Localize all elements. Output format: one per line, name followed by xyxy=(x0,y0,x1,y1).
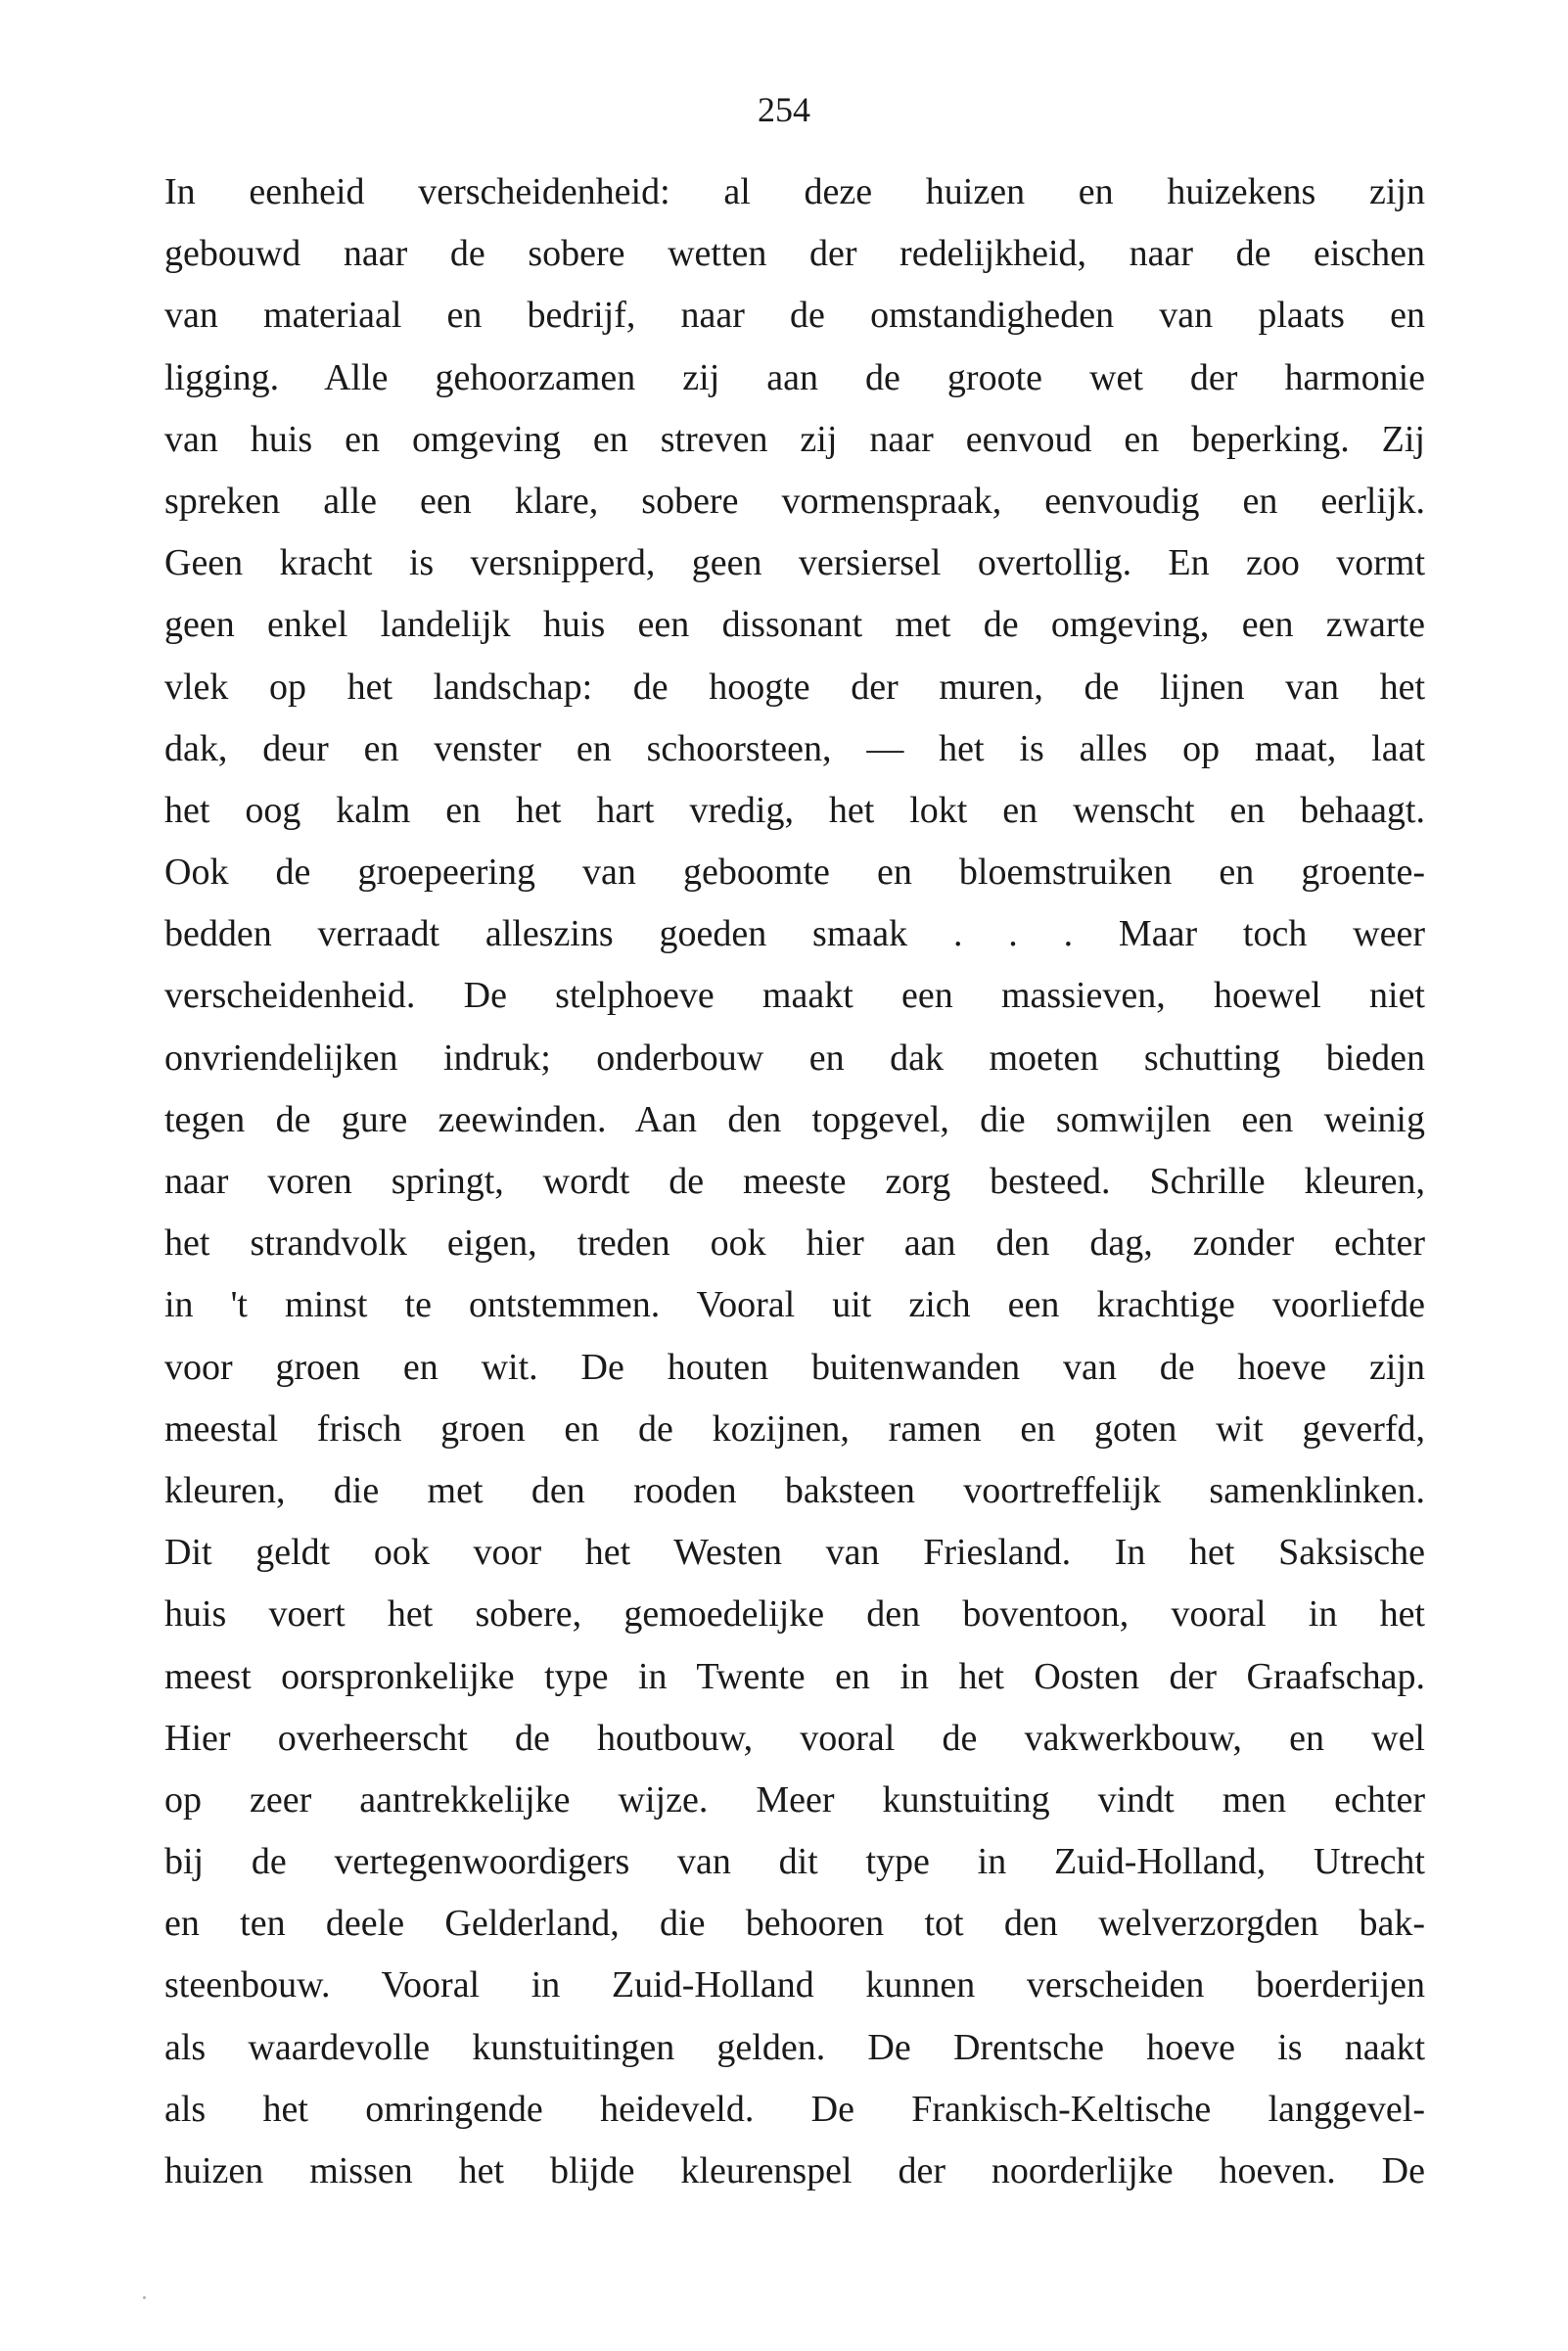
text-line: het strandvolk eigen, treden ook hier aan den dag, zonder echter xyxy=(164,1222,1425,1265)
text-line: bedden verraadt alleszins goeden smaak . . . Maar toch weer xyxy=(164,913,1425,955)
text-line: als het omringende heideveld. De Frankisch-Keltische langgevel- xyxy=(164,2088,1425,2130)
text-line: naar voren springt, wordt de meeste zorg besteed. Schrille kleuren, xyxy=(164,1161,1425,1202)
text-line: geen enkel landelijk huis een dissonant met de omgeving, een zwarte xyxy=(164,604,1425,646)
text-line: dak, deur en venster en schoorsteen, — het is alles op maat, laat xyxy=(164,727,1425,769)
text-line: huizen missen het blijde kleurenspel der noorderlijke hoeven. De xyxy=(164,2150,1425,2191)
text-line: Geen kracht is versnipperd, geen versiersel overtollig. En zoo vormt xyxy=(164,542,1425,584)
text-line: als waardevolle kunstuitingen gelden. De Drentsche hoeve is naakt xyxy=(164,2026,1425,2068)
page-number: 254 xyxy=(758,90,810,129)
text-line: In eenheid verscheidenheid: al deze huizen en huizekens zijn xyxy=(164,171,1425,212)
text-line: Hier overheerscht de houtbouw, vooral de vakwerkbouw, en wel xyxy=(164,1717,1425,1759)
text-line: van huis en omgeving en streven zij naar eenvoud en beperking. Zij xyxy=(164,418,1425,460)
text-line: spreken alle een klare, sobere vormenspraak, eenvoudig en eerlijk. xyxy=(164,480,1425,522)
text-line: bij de vertegenwoordigers van dit type in Zuid-Holland, Utrecht xyxy=(164,1841,1425,1883)
text-line: Ook de groepeering van geboomte en bloemstruiken en groente- xyxy=(164,852,1425,894)
body-paragraph xyxy=(164,161,1425,2202)
text-line: vlek op het landschap: de hoogte der muren, de lijnen van het xyxy=(164,666,1425,708)
text-line: het oog kalm en het hart vredig, het lokt en wenscht en behaagt. xyxy=(164,789,1425,831)
text-line: en ten deele Gelderland, die behooren tot den welverzorgden bak- xyxy=(164,1903,1425,1945)
text-line: steenbouw. Vooral in Zuid-Holland kunnen verscheiden boerderijen xyxy=(164,1964,1425,2006)
text-line: onvriendelijken indruk; onderbouw en dak moeten schutting bieden xyxy=(164,1037,1425,1079)
text-line: van materiaal en bedrijf, naar de omstandigheden van plaats en xyxy=(164,295,1425,337)
text-line: ligging. Alle gehoorzamen zij aan de groote wet der harmonie xyxy=(164,356,1425,398)
text-line: in 't minst te ontstemmen. Vooral uit zich een krachtige voorliefde xyxy=(164,1284,1425,1326)
text-line: gebouwd naar de sobere wetten der redelijkheid, naar de eischen xyxy=(164,233,1425,275)
text-line: Dit geldt ook voor het Westen van Friesland. In het Saksische xyxy=(164,1532,1425,1574)
text-line: voor groen en wit. De houten buitenwanden van de hoeve zijn xyxy=(164,1346,1425,1388)
paper-speck xyxy=(143,2296,146,2299)
text-line: meestal frisch groen en de kozijnen, ramen en goten wit geverfd, xyxy=(164,1407,1425,1450)
text-line: huis voert het sobere, gemoedelijke den boventoon, vooral in het xyxy=(164,1593,1425,1636)
text-line: kleuren, die met den rooden baksteen voortreffelijk samenklinken. xyxy=(164,1469,1425,1511)
text-line: meest oorspronkelijke type in Twente en in het Oosten der Graafschap. xyxy=(164,1655,1425,1697)
text-line: verscheidenheid. De stelphoeve maakt een massieven, hoewel niet xyxy=(164,975,1425,1017)
text-line: tegen de gure zeewinden. Aan den topgevel, die somwijlen een weinig xyxy=(164,1098,1425,1140)
text-line: op zeer aantrekkelijke wijze. Meer kunstuiting vindt men echter xyxy=(164,1778,1425,1821)
